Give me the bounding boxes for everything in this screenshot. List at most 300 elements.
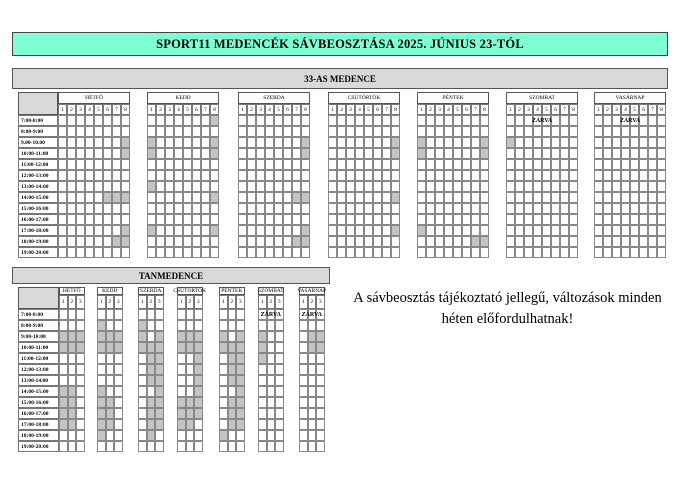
free-cell: [603, 126, 612, 137]
free-cell: [524, 170, 533, 181]
free-cell: [630, 247, 639, 258]
free-cell: [292, 159, 301, 170]
free-cell: [364, 236, 373, 247]
occupied-cell: [114, 331, 123, 342]
occupied-cell: [155, 408, 164, 419]
free-cell: [480, 225, 489, 236]
free-cell: [337, 214, 346, 225]
lane-number: 7: [560, 104, 569, 115]
free-cell: [228, 309, 237, 320]
free-cell: [76, 364, 85, 375]
lane-number: 1: [506, 104, 515, 115]
free-cell: [569, 159, 578, 170]
free-cell: [94, 148, 103, 159]
free-cell: [177, 320, 186, 331]
free-cell: [299, 386, 308, 397]
free-cell: [316, 364, 325, 375]
free-cell: [76, 225, 85, 236]
occupied-cell: [301, 148, 310, 159]
free-cell: [85, 192, 94, 203]
free-cell: [194, 320, 203, 331]
free-cell: [59, 375, 68, 386]
free-cell: [630, 181, 639, 192]
free-cell: [657, 247, 666, 258]
free-cell: [94, 192, 103, 203]
free-cell: [267, 408, 276, 419]
free-cell: [444, 225, 453, 236]
free-cell: [346, 170, 355, 181]
free-cell: [183, 115, 192, 126]
free-cell: [76, 148, 85, 159]
free-cell: [621, 214, 630, 225]
free-cell: [267, 397, 276, 408]
occupied-cell: [147, 137, 156, 148]
free-cell: [201, 126, 210, 137]
free-cell: [444, 214, 453, 225]
free-cell: [112, 181, 121, 192]
occupied-cell: [471, 236, 480, 247]
free-cell: [316, 441, 325, 452]
free-cell: [210, 214, 219, 225]
free-cell: [391, 203, 400, 214]
occupied-cell: [186, 397, 195, 408]
free-cell: [373, 247, 382, 258]
free-cell: [265, 203, 274, 214]
free-cell: [192, 214, 201, 225]
free-cell: [256, 181, 265, 192]
free-cell: [639, 192, 648, 203]
free-cell: [533, 181, 542, 192]
occupied-cell: [121, 192, 130, 203]
free-cell: [103, 247, 112, 258]
lane-number: 2: [68, 295, 77, 309]
time-slot-label: 13:00-14:00: [18, 181, 58, 192]
free-cell: [657, 170, 666, 181]
lane-number: 1: [97, 295, 106, 309]
free-cell: [265, 159, 274, 170]
occupied-cell: [121, 148, 130, 159]
free-cell: [76, 309, 85, 320]
free-cell: [210, 126, 219, 137]
free-cell: [138, 375, 147, 386]
free-cell: [210, 181, 219, 192]
free-cell: [76, 430, 85, 441]
free-cell: [355, 247, 364, 258]
free-cell: [506, 214, 515, 225]
free-cell: [506, 225, 515, 236]
free-cell: [560, 159, 569, 170]
occupied-cell: [97, 386, 106, 397]
free-cell: [621, 225, 630, 236]
free-cell: [316, 419, 325, 430]
occupied-cell: [177, 408, 186, 419]
free-cell: [174, 115, 183, 126]
free-cell: [462, 236, 471, 247]
free-cell: [444, 192, 453, 203]
lane-number: 3: [524, 104, 533, 115]
free-cell: [177, 364, 186, 375]
occupied-cell: [228, 419, 237, 430]
free-cell: [68, 353, 77, 364]
occupied-cell: [68, 342, 77, 353]
free-cell: [462, 181, 471, 192]
occupied-cell: [177, 397, 186, 408]
lane-number: 1: [328, 104, 337, 115]
time-slot-label: 17:00-18:00: [18, 419, 59, 430]
free-cell: [274, 192, 283, 203]
free-cell: [258, 408, 267, 419]
free-cell: [58, 115, 67, 126]
free-cell: [462, 192, 471, 203]
free-cell: [194, 430, 203, 441]
free-cell: [337, 247, 346, 258]
lane-number: 5: [630, 104, 639, 115]
occupied-cell: [147, 375, 156, 386]
free-cell: [364, 137, 373, 148]
free-cell: [114, 430, 123, 441]
free-cell: [267, 419, 276, 430]
free-cell: [453, 214, 462, 225]
free-cell: [258, 419, 267, 430]
free-cell: [97, 375, 106, 386]
free-cell: [444, 137, 453, 148]
lane-number: 2: [247, 104, 256, 115]
free-cell: [219, 353, 228, 364]
lane-number: 2: [337, 104, 346, 115]
occupied-cell: [138, 320, 147, 331]
occupied-cell: [97, 430, 106, 441]
free-cell: [355, 126, 364, 137]
free-cell: [435, 159, 444, 170]
free-cell: [192, 236, 201, 247]
free-cell: [85, 115, 94, 126]
lane-number: 3: [236, 295, 245, 309]
free-cell: [612, 170, 621, 181]
free-cell: [382, 192, 391, 203]
free-cell: [355, 159, 364, 170]
occupied-cell: [177, 342, 186, 353]
free-cell: [68, 309, 77, 320]
time-column-header: [18, 92, 58, 115]
free-cell: [542, 192, 551, 203]
free-cell: [174, 225, 183, 236]
free-cell: [364, 181, 373, 192]
free-cell: [551, 236, 560, 247]
free-cell: [267, 386, 276, 397]
free-cell: [346, 181, 355, 192]
free-cell: [267, 430, 276, 441]
occupied-cell: [155, 331, 164, 342]
free-cell: [68, 320, 77, 331]
occupied-cell: [219, 342, 228, 353]
free-cell: [594, 148, 603, 159]
free-cell: [569, 247, 578, 258]
occupied-cell: [210, 115, 219, 126]
free-cell: [435, 181, 444, 192]
lane-number: 1: [59, 295, 68, 309]
free-cell: [121, 170, 130, 181]
free-cell: [67, 170, 76, 181]
free-cell: [292, 115, 301, 126]
free-cell: [542, 159, 551, 170]
free-cell: [147, 192, 156, 203]
day-label: PÉNTEK: [417, 92, 489, 104]
day-label: CSÜTÖRTÖK: [173, 287, 207, 294]
page-title: SPORT11 MEDENCÉK SÁVBEOSZTÁSA 2025. JÚNIUS 23-TÓL: [12, 32, 668, 56]
occupied-cell: [76, 331, 85, 342]
free-cell: [542, 203, 551, 214]
free-cell: [316, 353, 325, 364]
free-cell: [480, 115, 489, 126]
occupied-cell: [194, 375, 203, 386]
free-cell: [138, 364, 147, 375]
day-label: KEDD: [147, 92, 219, 104]
free-cell: [569, 225, 578, 236]
free-cell: [138, 419, 147, 430]
free-cell: [301, 214, 310, 225]
free-cell: [426, 203, 435, 214]
free-cell: [165, 236, 174, 247]
free-cell: [114, 386, 123, 397]
free-cell: [114, 375, 123, 386]
free-cell: [265, 148, 274, 159]
free-cell: [275, 419, 284, 430]
free-cell: [275, 375, 284, 386]
free-cell: [174, 126, 183, 137]
free-cell: [471, 203, 480, 214]
free-cell: [308, 386, 317, 397]
free-cell: [247, 236, 256, 247]
free-cell: [103, 126, 112, 137]
free-cell: [382, 181, 391, 192]
lane-number: 6: [192, 104, 201, 115]
free-cell: [355, 170, 364, 181]
free-cell: [238, 137, 247, 148]
free-cell: [76, 386, 85, 397]
free-cell: [524, 181, 533, 192]
day-label: VASÁRNAP: [297, 287, 327, 294]
free-cell: [256, 115, 265, 126]
free-cell: [238, 126, 247, 137]
free-cell: [594, 159, 603, 170]
occupied-cell: [194, 364, 203, 375]
free-cell: [186, 309, 195, 320]
free-cell: [648, 148, 657, 159]
free-cell: [238, 236, 247, 247]
free-cell: [355, 236, 364, 247]
free-cell: [308, 353, 317, 364]
free-cell: [542, 236, 551, 247]
free-cell: [560, 225, 569, 236]
free-cell: [76, 441, 85, 452]
free-cell: [283, 181, 292, 192]
occupied-cell: [106, 419, 115, 430]
free-cell: [165, 225, 174, 236]
occupied-cell: [194, 408, 203, 419]
free-cell: [292, 214, 301, 225]
free-cell: [603, 159, 612, 170]
free-cell: [58, 159, 67, 170]
free-cell: [238, 214, 247, 225]
lane-number: 8: [121, 104, 130, 115]
free-cell: [621, 126, 630, 137]
free-cell: [364, 170, 373, 181]
free-cell: [453, 159, 462, 170]
lane-number: 1: [219, 295, 228, 309]
free-cell: [183, 214, 192, 225]
free-cell: [426, 115, 435, 126]
free-cell: [97, 441, 106, 452]
free-cell: [569, 148, 578, 159]
free-cell: [346, 148, 355, 159]
lane-number: 3: [165, 104, 174, 115]
free-cell: [147, 320, 156, 331]
free-cell: [219, 320, 228, 331]
free-cell: [337, 115, 346, 126]
free-cell: [275, 408, 284, 419]
free-cell: [551, 159, 560, 170]
occupied-cell: [147, 364, 156, 375]
free-cell: [639, 236, 648, 247]
free-cell: [265, 181, 274, 192]
free-cell: [201, 192, 210, 203]
free-cell: [292, 203, 301, 214]
free-cell: [308, 375, 317, 386]
lane-number: 1: [417, 104, 426, 115]
lane-number: 1: [138, 295, 147, 309]
free-cell: [435, 170, 444, 181]
time-slot-label: 12:00-13:00: [18, 170, 58, 181]
free-cell: [453, 181, 462, 192]
free-cell: [594, 247, 603, 258]
free-cell: [238, 170, 247, 181]
occupied-cell: [155, 375, 164, 386]
free-cell: [426, 247, 435, 258]
free-cell: [183, 170, 192, 181]
free-cell: [462, 170, 471, 181]
free-cell: [471, 214, 480, 225]
lane-number: 3: [114, 295, 123, 309]
free-cell: [337, 159, 346, 170]
free-cell: [274, 137, 283, 148]
lane-number: 8: [391, 104, 400, 115]
free-cell: [59, 441, 68, 452]
free-cell: [174, 181, 183, 192]
lane-number: 3: [612, 104, 621, 115]
free-cell: [156, 159, 165, 170]
free-cell: [177, 441, 186, 452]
occupied-cell: [112, 236, 121, 247]
occupied-cell: [308, 342, 317, 353]
free-cell: [471, 159, 480, 170]
lane-number: 2: [156, 104, 165, 115]
free-cell: [112, 137, 121, 148]
free-cell: [524, 148, 533, 159]
free-cell: [219, 309, 228, 320]
free-cell: [462, 214, 471, 225]
free-cell: [355, 181, 364, 192]
free-cell: [612, 126, 621, 137]
free-cell: [174, 203, 183, 214]
free-cell: [594, 203, 603, 214]
free-cell: [506, 203, 515, 214]
free-cell: [471, 192, 480, 203]
free-cell: [103, 170, 112, 181]
free-cell: [524, 192, 533, 203]
free-cell: [382, 214, 391, 225]
free-cell: [603, 214, 612, 225]
free-cell: [524, 126, 533, 137]
free-cell: [275, 430, 284, 441]
time-slot-label: 14:00-15:00: [18, 192, 58, 203]
free-cell: [299, 430, 308, 441]
free-cell: [283, 236, 292, 247]
lane-number: 6: [551, 104, 560, 115]
free-cell: [283, 170, 292, 181]
free-cell: [94, 159, 103, 170]
free-cell: [444, 236, 453, 247]
occupied-cell: [210, 192, 219, 203]
free-cell: [183, 203, 192, 214]
free-cell: [275, 441, 284, 452]
free-cell: [382, 137, 391, 148]
occupied-cell: [186, 331, 195, 342]
occupied-cell: [236, 397, 245, 408]
free-cell: [138, 397, 147, 408]
free-cell: [328, 170, 337, 181]
free-cell: [417, 192, 426, 203]
free-cell: [453, 126, 462, 137]
free-cell: [337, 181, 346, 192]
free-cell: [551, 203, 560, 214]
free-cell: [308, 441, 317, 452]
free-cell: [373, 214, 382, 225]
free-cell: [506, 181, 515, 192]
free-cell: [228, 386, 237, 397]
free-cell: [533, 225, 542, 236]
occupied-cell: [114, 342, 123, 353]
free-cell: [301, 247, 310, 258]
free-cell: [524, 137, 533, 148]
free-cell: [283, 159, 292, 170]
free-cell: [219, 397, 228, 408]
day-label: PÉNTEK: [219, 287, 245, 295]
free-cell: [426, 192, 435, 203]
free-cell: [328, 115, 337, 126]
free-cell: [177, 309, 186, 320]
free-cell: [247, 148, 256, 159]
free-cell: [147, 126, 156, 137]
free-cell: [594, 214, 603, 225]
free-cell: [560, 203, 569, 214]
free-cell: [238, 115, 247, 126]
free-cell: [417, 203, 426, 214]
occupied-cell: [186, 419, 195, 430]
occupied-cell: [228, 364, 237, 375]
free-cell: [67, 181, 76, 192]
free-cell: [301, 181, 310, 192]
free-cell: [657, 214, 666, 225]
free-cell: [275, 331, 284, 342]
free-cell: [453, 225, 462, 236]
free-cell: [639, 247, 648, 258]
lane-number: 1: [258, 295, 267, 309]
free-cell: [201, 170, 210, 181]
free-cell: [648, 192, 657, 203]
occupied-cell: [155, 419, 164, 430]
occupied-cell: [59, 331, 68, 342]
day-label: SZOMBAT: [506, 92, 578, 104]
